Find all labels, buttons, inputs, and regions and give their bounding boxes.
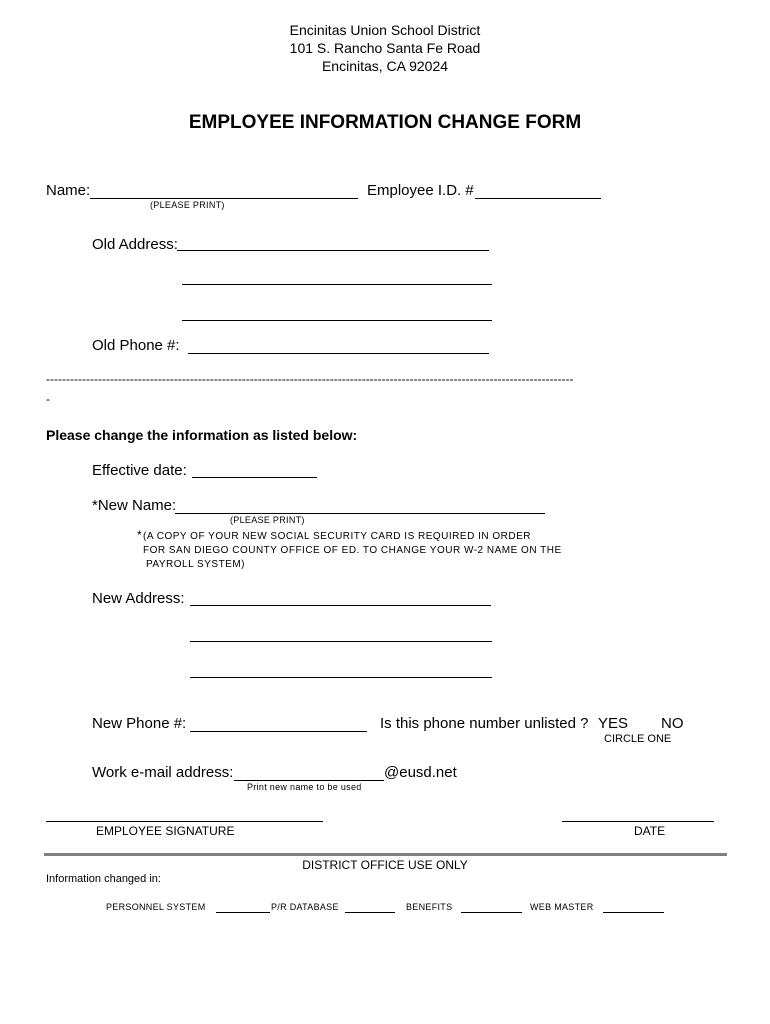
pr-database-field[interactable]	[345, 912, 395, 913]
old-address-line-3[interactable]	[182, 320, 492, 321]
old-address-line-1[interactable]	[177, 250, 489, 251]
date-field[interactable]	[562, 821, 714, 822]
old-phone-label: Old Phone #:	[92, 337, 180, 354]
name-field[interactable]	[90, 198, 358, 199]
employee-id-label: Employee I.D. #	[367, 182, 474, 199]
new-phone-field[interactable]	[190, 731, 367, 732]
ssn-note-star: *	[137, 528, 142, 542]
email-hint: Print new name to be used	[247, 782, 362, 792]
new-phone-label: New Phone #:	[92, 715, 187, 732]
yes-option[interactable]: YES	[598, 715, 629, 732]
circle-one-note: CIRCLE ONE	[604, 733, 672, 745]
signature-label: EMPLOYEE SIGNATURE	[96, 824, 235, 838]
form-title: EMPLOYEE INFORMATION CHANGE FORM	[188, 112, 582, 133]
new-name-please-print: (PLEASE PRINT)	[230, 515, 305, 525]
benefits-field[interactable]	[461, 912, 522, 913]
personnel-system-label: PERSONNEL SYSTEM	[106, 902, 206, 912]
date-label: DATE	[634, 824, 666, 838]
new-address-line-3[interactable]	[190, 677, 492, 678]
unlisted-question: Is this phone number unlisted ?	[380, 715, 589, 732]
new-address-line-2[interactable]	[190, 641, 492, 642]
separator-line: ------------------------------------------------------------------------------------------------------------------------------------	[46, 372, 574, 386]
old-address-label: Old Address:	[92, 236, 178, 253]
effective-date-label: Effective date:	[92, 462, 187, 479]
office-use-heading: DISTRICT OFFICE USE ONLY	[302, 858, 468, 872]
separator-tail: -	[46, 392, 50, 406]
info-changed-label: Information changed in:	[46, 873, 161, 885]
district-name: Encinitas Union School District	[289, 22, 481, 38]
district-address: 101 S. Rancho Santa Fe Road	[289, 40, 481, 56]
ssn-note-line-2: FOR SAN DIEGO COUNTY OFFICE OF ED. TO CHANGE YOUR W-2 NAME ON THE	[143, 545, 562, 556]
effective-date-field[interactable]	[192, 477, 317, 478]
office-divider	[44, 853, 727, 856]
new-name-field[interactable]	[175, 513, 545, 514]
ssn-note-line-3: PAYROLL SYSTEM)	[146, 559, 246, 570]
old-phone-field[interactable]	[188, 353, 489, 354]
name-label: Name:	[46, 182, 91, 199]
signature-field[interactable]	[46, 821, 323, 822]
district-city: Encinitas, CA 92024	[321, 58, 449, 74]
web-master-label: WEB MASTER	[530, 902, 594, 912]
web-master-field[interactable]	[603, 912, 664, 913]
new-name-label: *New Name:	[92, 497, 177, 514]
ssn-note-line-1: (A COPY OF YOUR NEW SOCIAL SECURITY CARD IS REQUIRED IN ORDER	[143, 531, 531, 542]
email-domain: @eusd.net	[384, 764, 457, 781]
work-email-label: Work e-mail address:	[92, 764, 234, 781]
change-instruction: Please change the information as listed below:	[46, 427, 358, 443]
old-address-line-2[interactable]	[182, 284, 492, 285]
personnel-system-field[interactable]	[216, 912, 270, 913]
pr-database-label: P/R DATABASE	[271, 902, 339, 912]
no-option[interactable]: NO	[661, 715, 684, 732]
benefits-label: BENEFITS	[406, 902, 453, 912]
new-address-line-1[interactable]	[190, 605, 491, 606]
please-print-note: (PLEASE PRINT)	[150, 200, 225, 210]
work-email-field[interactable]	[234, 780, 384, 781]
new-address-label: New Address:	[92, 590, 185, 607]
employee-id-field[interactable]	[475, 198, 601, 199]
